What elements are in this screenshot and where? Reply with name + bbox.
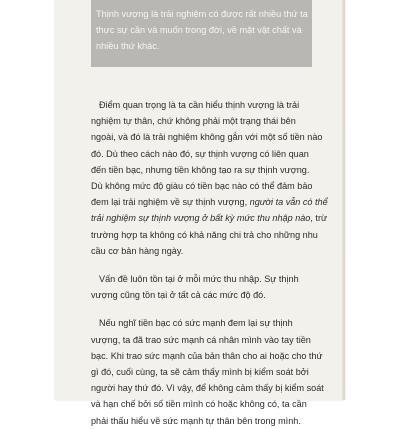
page-edge [342, 0, 345, 400]
text-line: vượng cũng tồn tại ở tất cả các mức độ đó. [91, 290, 266, 301]
text-line: Dù không mức độ giàu có tiền bạc nào có thể đảm bảo [91, 181, 313, 192]
body-text [91, 97, 328, 429]
text-line: ngoài, và đó là trải nghiệm không gắn với một số tiền nào [91, 132, 323, 143]
text-line: vượng, ta đã trao sức mạnh cá nhân mình vào tay tiền [91, 334, 311, 345]
text-line: nghiệm tự thân, chứ không phải một trạng thái bên [91, 116, 296, 127]
text-line-mixed [91, 210, 328, 226]
quote-line: Thịnh vượng là trải nghiệm có được rất nhiều thứ ta [96, 9, 308, 19]
paragraph-1 [91, 97, 328, 259]
text-line: Nếu nghĩ tiền bạc có sức mạnh đem lại sự thịnh [99, 318, 293, 329]
quote-text [96, 6, 312, 54]
paragraph-3 [91, 315, 324, 428]
text-line: và hạn chế bởi số tiền mình có hoặc không có, ta cần [91, 399, 307, 410]
paragraph-2 [91, 271, 313, 303]
paragraph-gap [91, 259, 313, 271]
text-line: đến tiền bạc, nhưng tiền không tạo ra sự thịnh vượng. [91, 164, 310, 175]
book-page [55, 0, 345, 426]
text-line: bạc. Khi trao sức mạnh của bản thân cho ai hoặc cho thứ [91, 350, 323, 361]
quote-line: thực sự cần và muốn trong đời, về mặt vật chất và [96, 25, 302, 35]
text-segment: đem lại trải nghiệm về sự thịnh vượng, [91, 197, 248, 208]
text-line: Vấn đề luôn tồn tại ở mỗi mức thu nhập. Sự thịnh [99, 274, 299, 285]
italic-segment: người ta vẫn có thể [247, 197, 328, 208]
text-line-mixed [91, 194, 328, 210]
text-line: cầu cơ bản hàng ngày. [91, 245, 184, 256]
text-line: người hay thứ đó. Vì vậy, để không cảm thấy bị kiểm soát [91, 383, 324, 394]
text-segment: , trừ [310, 213, 328, 224]
italic-segment: trải nghiệm sự thịnh vượng ở bất kỳ mức thu nhập nào [91, 213, 311, 224]
text-line: đó. Dù theo cách nào đó, sự thịnh vượng có liên quan [91, 148, 309, 159]
text-line: phải thấu hiểu về sức mạnh tự thân bên trong mình. [91, 415, 301, 426]
text-line: Điểm quan trọng là ta cần hiểu thịnh vượng là trải [99, 100, 300, 110]
paragraph-gap [91, 303, 313, 315]
quote-line: nhiều thứ khác. [96, 41, 160, 51]
text-line: trường hợp ta không có khả năng chi trả cho những nhu [91, 229, 318, 240]
text-line: gì đó, cuối cùng, ta sẽ cảm thấy mình bị kiểm soát bởi [91, 367, 309, 378]
